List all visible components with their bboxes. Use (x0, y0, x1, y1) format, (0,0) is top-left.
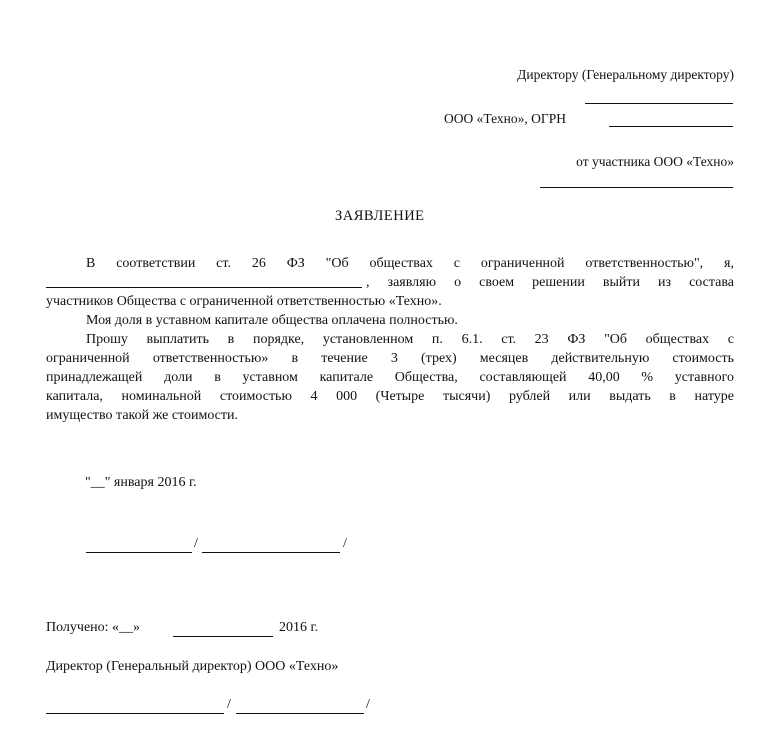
addressee-line: Директору (Генеральному директору) (517, 67, 734, 82)
from-participant-line: от участника ООО «Техно» (576, 154, 734, 169)
paragraph-1-line-3: участников Общества с ограниченной ответственностью «Техно». (46, 294, 442, 309)
paragraph-3-line-4: капитала, номинальной стоимостью 4 000 (Четыре тысячи) рублей или выдать в натуре (46, 389, 734, 404)
ogrn-blank (609, 126, 733, 127)
participant-name-blank (540, 187, 733, 188)
company-ogrn-label: ООО «Техно», ОГРН (444, 111, 566, 126)
paragraph-3-line-2: ограниченной ответственностью» в течение 3 (трех) месяцев действительную стоимость (46, 351, 734, 366)
statement-body (46, 254, 734, 425)
paragraph-3-line-1: Прошу выплатить в порядке, установленном п. 6.1. ст. 23 ФЗ "Об обществах с (86, 332, 734, 347)
director-line: Директор (Генеральный директор) ООО «Техно» (46, 659, 339, 674)
paragraph-3-line-3: принадлежащей доли в уставном капитале Общества, составляющей 40,00 % уставного (46, 370, 734, 385)
signature-name-blank (202, 552, 340, 553)
signature-slash: / (194, 536, 198, 551)
received-label: Получено: «__» (46, 620, 141, 635)
director-name-blank (236, 713, 364, 714)
addressee-name-blank (585, 103, 733, 104)
received-date-blank (173, 636, 273, 637)
paragraph-1-line-1: В соответствии ст. 26 ФЗ "Об обществах с ограниченной ответственностью", я, (86, 256, 734, 271)
signature-blank (86, 552, 192, 553)
date-line: "__" января 2016 г. (85, 475, 197, 490)
director-signature-end-slash: / (366, 697, 370, 712)
signature-end-slash: / (343, 536, 347, 551)
paragraph-1-line-2: , заявляю о своем решении выйти из состава (366, 275, 734, 290)
received-year: 2016 г. (279, 620, 319, 635)
participant-full-name-blank (46, 287, 362, 288)
director-signature-blank (46, 713, 224, 714)
director-signature-slash: / (227, 697, 231, 712)
paragraph-3-line-5: имущество такой же стоимости. (46, 408, 239, 423)
document-title: ЗАЯВЛЕНИЕ (335, 208, 425, 224)
paragraph-2: Моя доля в уставном капитале общества оплачена полностью. (86, 313, 458, 328)
